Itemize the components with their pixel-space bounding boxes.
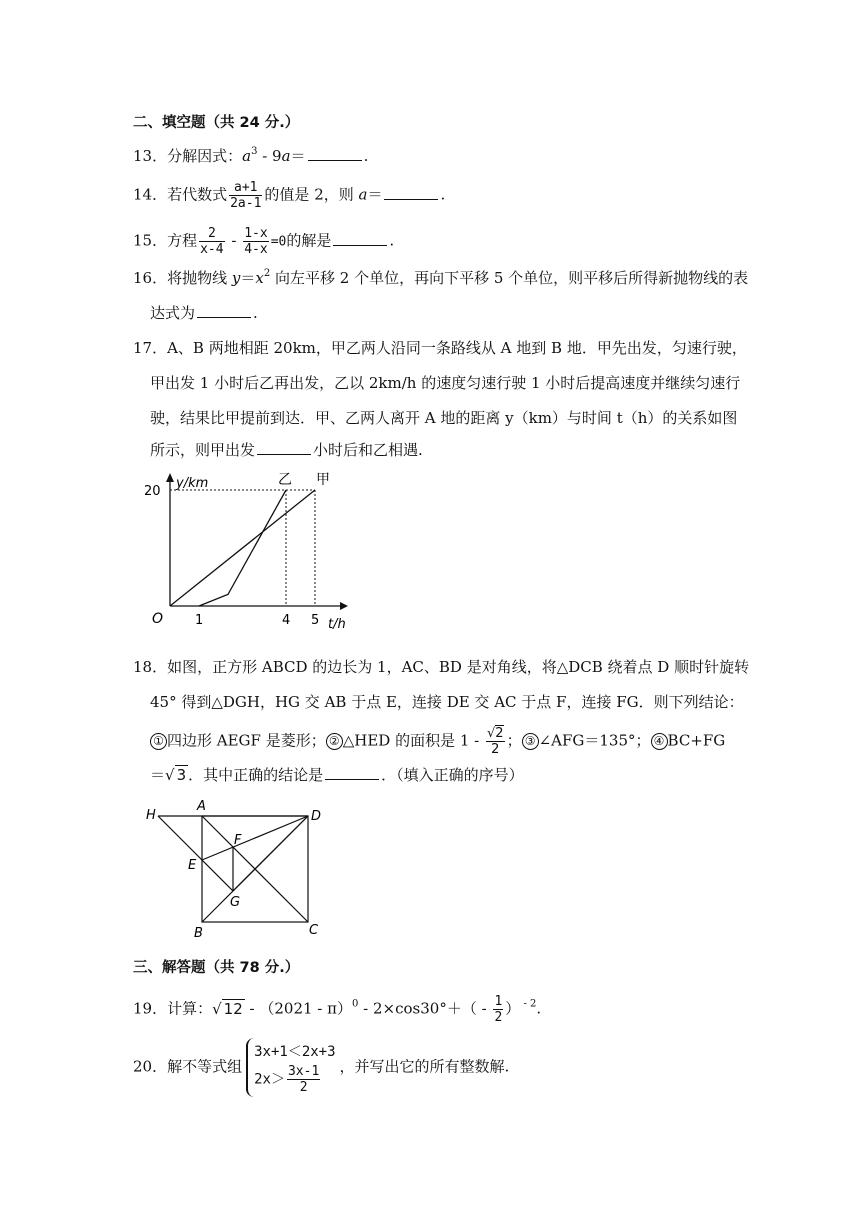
sqrt-12: √ 12 (212, 999, 243, 1018)
segment-de (202, 816, 308, 860)
question-18-line2: 45° 得到△DGH，HG 交 AB 于点 E，连接 DE 交 AC 于点 F，连接 FG．则下列结论： (150, 693, 744, 711)
label-a: A (197, 800, 206, 814)
option-4-marker: ④ (651, 733, 668, 750)
answer-blank[interactable] (325, 765, 379, 780)
label-g: G (230, 895, 241, 910)
question-14: 14．若代数式 $\frac{a+1}{2a-1}$ 的值是 2，则 a＝ . (133, 180, 446, 211)
question-15: 15．方程 $\frac{2}{x-4}$ - $\frac{1-x}{4-x}$ =0的解是 . (133, 226, 395, 257)
question-20: 20．解不等式组 3x+1＜2x+3 2x＞ $\frac{3x-1}{2}$ ，并写出它的所有整数解. (133, 1038, 509, 1097)
answer-blank[interactable] (257, 440, 311, 455)
label-e: E (188, 858, 197, 873)
fraction: $\frac{2}{x-4}$ (200, 226, 224, 257)
answer-blank[interactable] (197, 303, 251, 318)
question-19: 19．计算：√ 12 - （2021 - π）$^0$ - 2×cos30°＋（ - $\frac{1}{2}$ ） $^{- 2}$. (133, 994, 542, 1025)
label-c: C (309, 923, 319, 938)
answer-blank[interactable] (384, 185, 438, 200)
x-axis-arrow (340, 602, 348, 610)
question-17-line3: 驶，结果比甲提前到达．甲、乙两人离开 A 地的距离 y（km）与时间 t（h）的关系如图 (150, 409, 738, 427)
sqrt-3: √ 3 (165, 766, 187, 784)
series-line (170, 490, 315, 606)
y-axis-arrow (166, 473, 174, 482)
question-13: 13．分解因式：$a^3 - 9a=$ . (133, 146, 369, 165)
question-17-line2: 甲出发 1 小时后乙再出发，乙以 2km/h 的速度匀速行驶 1 小时后提高速度并继续匀速行 (150, 374, 741, 392)
answer-blank[interactable] (308, 146, 362, 161)
y-tick-label: 20 (144, 484, 161, 499)
inequality-system: 3x+1＜2x+3 2x＞ $\frac{3x-1}{2}$ (246, 1038, 335, 1097)
answer-blank[interactable] (333, 231, 387, 246)
question-17-line4: 所示，则甲出发 小时后和乙相遇. (150, 441, 423, 459)
fraction: $\frac{1}{2}$ (494, 994, 503, 1025)
fraction-sqrt2-over-2: $\frac{√2}{2}$ (487, 726, 504, 757)
label-h: H (146, 808, 156, 823)
x-axis-label: t/h (328, 617, 346, 632)
x-tick-label: 5 (311, 613, 320, 628)
option-2-marker: ② (326, 733, 343, 750)
y-axis-label: y/km (176, 476, 209, 491)
option-3-marker: ③ (522, 733, 539, 750)
fraction: $\frac{a+1}{2a-1}$ (230, 180, 262, 211)
label-b: B (194, 926, 203, 941)
fraction: $\frac{1-x}{4-x}$ (244, 226, 268, 257)
square-rotation-figure (140, 800, 340, 945)
section-heading-solutions: 三、解答题（共 78 分.） (133, 960, 300, 976)
label-f: F (234, 833, 242, 848)
series-label: 甲 (316, 472, 330, 488)
question-16: 16．将抛物线 $y=x^2$ 向左平移 2 个单位，再向下平移 5 个单位，则平移后所得新抛物线的表 (133, 268, 749, 287)
label-d: D (311, 809, 322, 824)
question-18-line4: ＝√ 3 ．其中正确的结论是 ．（填入正确的序号） (150, 766, 524, 784)
segment-dg (233, 816, 308, 891)
question-18-line3: ① 四边形 AEGF 是菱形； ② △HED 的面积是 1 - $\frac{√2}{2}$ ； ③ ∠AFG＝135°； ④ BC+FG (150, 726, 725, 757)
distance-time-chart (140, 470, 360, 640)
origin-label: O (152, 611, 164, 627)
question-18: 18．如图，正方形 ABCD 的边长为 1，AC、BD 是对角线，将△DCB 绕着点 D 顺时针旋转 (133, 658, 750, 676)
section-heading-fill-in: 二、填空题（共 24 分.） (133, 115, 300, 131)
option-1-marker: ① (150, 733, 167, 750)
question-number: 13． (133, 147, 168, 165)
question-16-cont: 达式为 . (150, 304, 258, 322)
question-17: 17．A、B 两地相距 20km，甲乙两人沿同一条路线从 A 地到 B 地．甲先出发，匀速行驶， (133, 339, 747, 357)
series-label: 乙 (278, 472, 292, 488)
segment-hg (158, 816, 233, 891)
x-tick-label: 1 (195, 613, 204, 628)
x-tick-label: 4 (282, 613, 291, 628)
